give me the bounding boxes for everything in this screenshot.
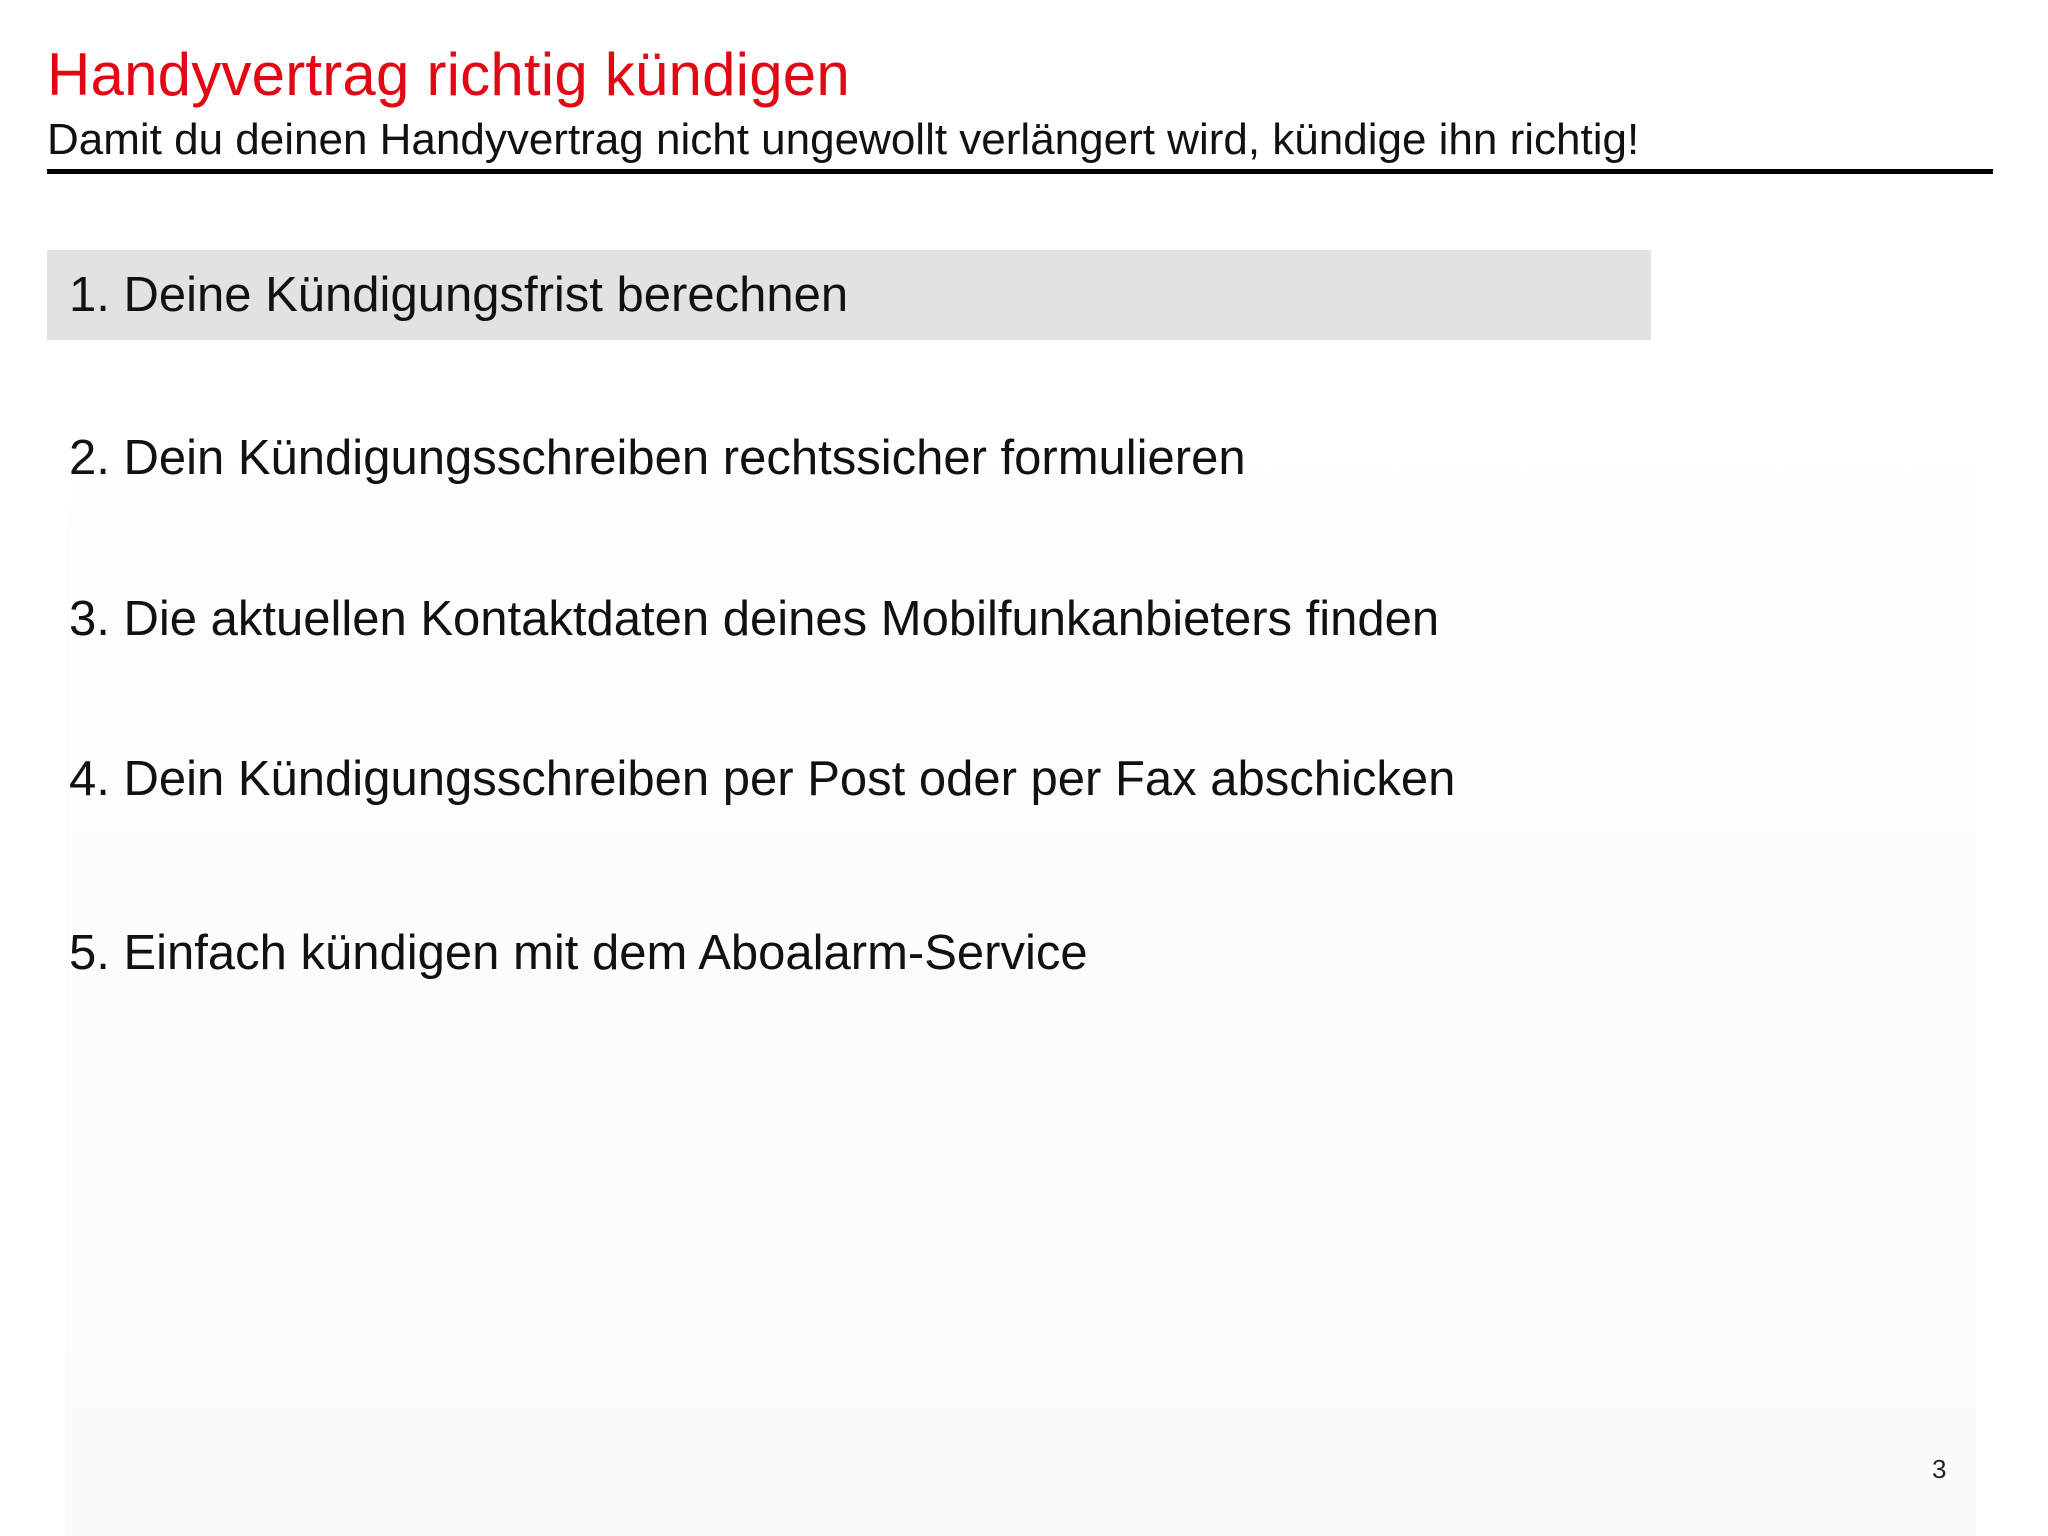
page-number: 3 <box>1932 1454 1947 1484</box>
step-label: 5. Einfach kündigen mit dem Aboalarm-Service <box>69 926 1088 980</box>
step-label: 4. Dein Kündigungsschreiben per Post oder per Fax abschicken <box>69 752 1456 806</box>
step-item-3[interactable] <box>47 574 1651 664</box>
slide-title: Handyvertrag richtig kündigen <box>47 41 850 108</box>
step-item-2[interactable] <box>47 413 1651 503</box>
slide-subtitle: Damit du deinen Handyvertrag nicht ungewollt verlängert wird, kündige ihn richtig! <box>47 115 1640 164</box>
step-item-5[interactable] <box>47 908 1651 998</box>
step-label: 1. Deine Kündigungsfrist berechnen <box>69 268 849 322</box>
step-label: 3. Die aktuellen Kontaktdaten deines Mobilfunkanbieters finden <box>69 592 1440 646</box>
step-item-1[interactable] <box>47 250 1651 340</box>
step-item-4[interactable] <box>47 734 1651 824</box>
step-label: 2. Dein Kündigungsschreiben rechtssicher formulieren <box>69 431 1246 485</box>
